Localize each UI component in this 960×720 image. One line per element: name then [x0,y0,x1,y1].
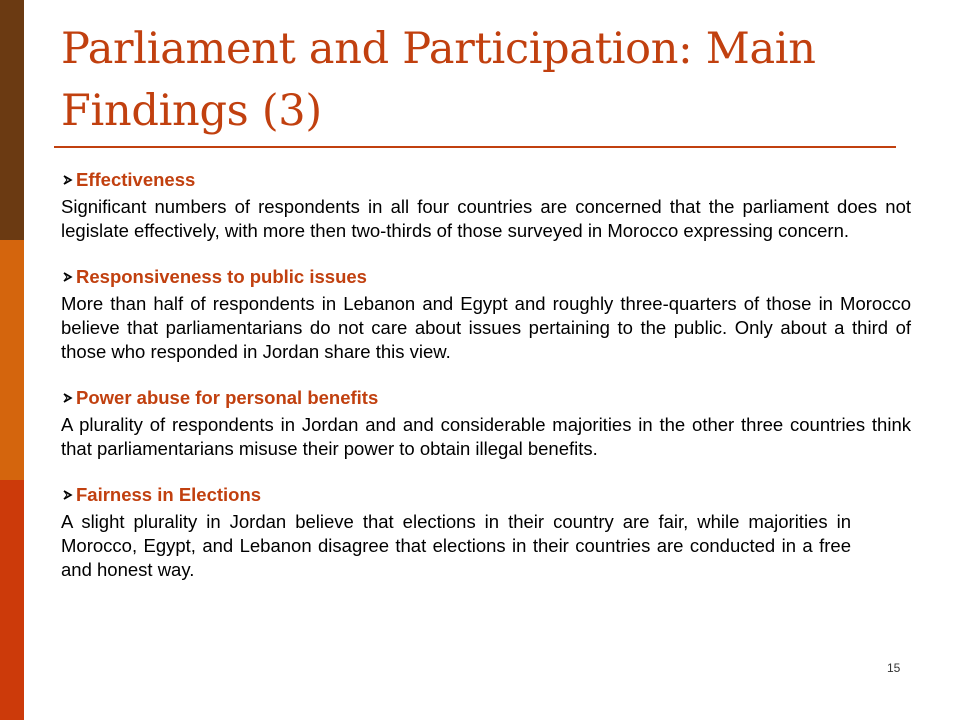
section-body: Significant numbers of respondents in all four countries are concerned that the parliament does not legislate effectively, with more then two-thirds of those surveyed in Morocco expressing concern. [61,196,911,241]
section-heading [61,483,911,507]
section-heading-text: Effectiveness [76,169,196,190]
section-body: A plurality of respondents in Jordan and and considerable majorities in the other three countries think that parliamentarians misuse their power to obtain illegal benefits. [61,414,911,459]
section-heading [61,386,911,410]
section-heading [61,265,911,289]
section-effectiveness [61,168,911,243]
arrowhead-bullet-icon [61,391,75,405]
arrowhead-bullet-icon [61,270,75,284]
section-body: More than half of respondents in Lebanon and Egypt and roughly three-quarters of those in Morocco believe that parliamentarians do not care about issues pertaining to the public. Only about a third of those who responded in Jordan share this view. [61,293,911,362]
slide-title: Parliament and Participation: Main Findings (3) [61,24,816,136]
slide-number: 15 [887,661,901,675]
sidebar-bottom-band [0,480,24,720]
section-heading-text: Power abuse for personal benefits [76,387,379,408]
sidebar-top-band [0,0,24,240]
arrowhead-bullet-icon [61,488,75,502]
arrowhead-bullet-icon [61,173,75,187]
title-divider [54,146,896,148]
slide-content [61,168,911,582]
section-heading-text: Fairness in Elections [76,484,262,505]
section-heading-text: Responsiveness to public issues [76,266,367,287]
section-power-abuse [61,386,911,461]
section-fairness-elections [61,483,911,582]
sidebar-middle-band [0,240,24,480]
section-heading [61,168,911,192]
section-body: A slight plurality in Jordan believe that elections in their country are fair, while majorities in Morocco, Egypt, and Lebanon disagree that elections in their countries are conducted in a free and honest way. [61,511,851,580]
section-responsiveness [61,265,911,364]
